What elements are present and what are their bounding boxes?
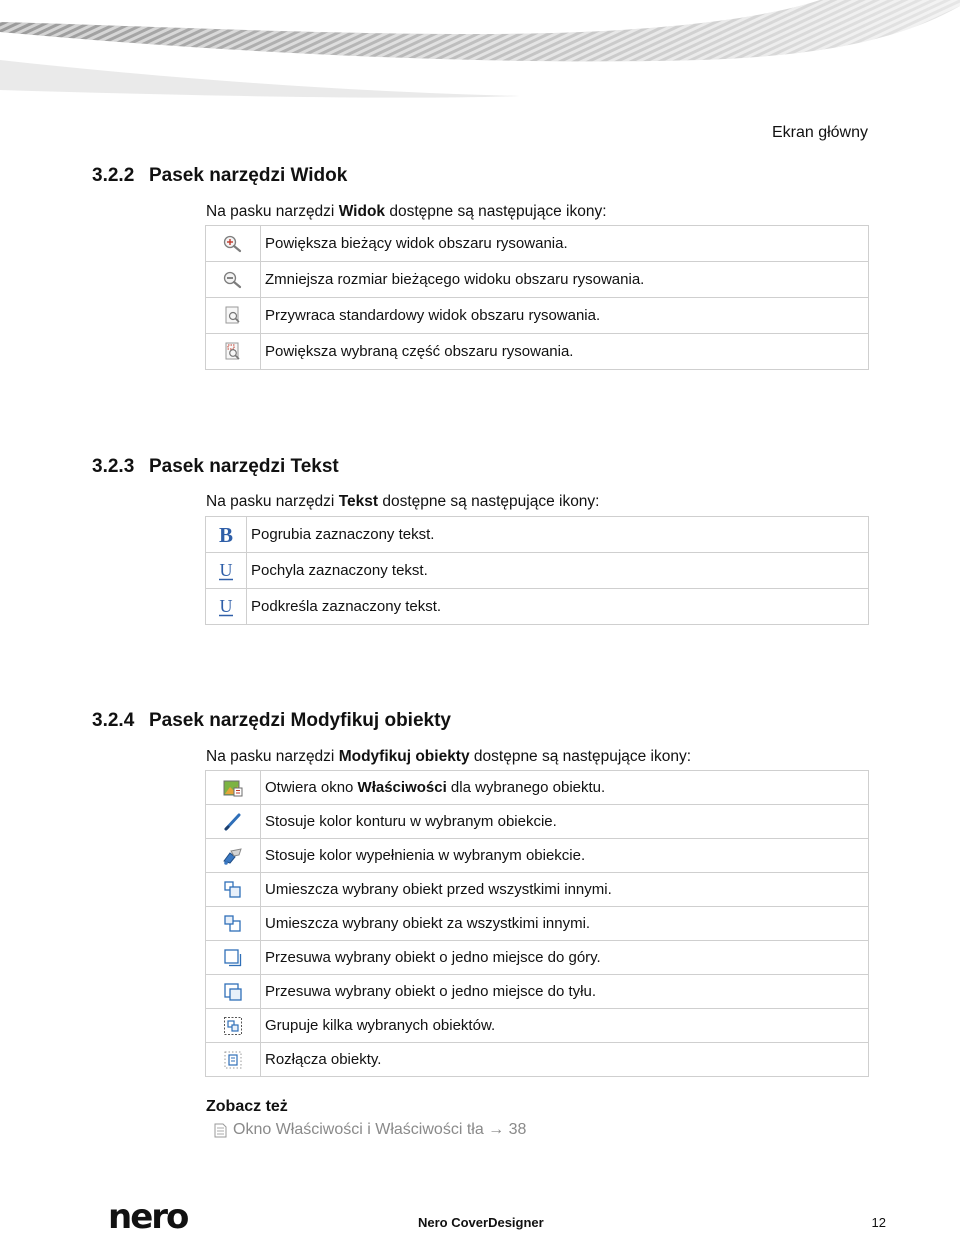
table-row xyxy=(206,907,869,941)
icon-cell xyxy=(206,589,247,625)
svg-text:U: U xyxy=(219,595,233,616)
description-cell: Rozłącza obiekty. xyxy=(261,1043,869,1077)
description-cell: Stosuje kolor wypełnienia w wybranym obiekcie. xyxy=(261,839,869,873)
description-cell: Umieszcza wybrany obiekt za wszystkimi innymi. xyxy=(261,907,869,941)
description-cell: Grupuje kilka wybranych obiektów. xyxy=(261,1009,869,1043)
header-decoration xyxy=(0,0,960,110)
section-title-view-toolbar xyxy=(92,165,347,187)
description-cell: Przesuwa wybrany obiekt o jedno miejsce do tyłu. xyxy=(261,975,869,1009)
see-also-heading: Zobacz też xyxy=(206,1098,288,1115)
section-intro xyxy=(206,493,600,511)
table-row xyxy=(206,517,869,553)
move-backward-icon xyxy=(222,981,244,1003)
italic-icon xyxy=(215,560,237,582)
ungroup-icon xyxy=(222,1049,244,1071)
text-toolbar-table xyxy=(205,516,869,625)
section-number: 3.2.3 xyxy=(92,456,135,477)
icon-cell xyxy=(206,941,261,975)
send-to-back-icon xyxy=(222,913,244,935)
section-heading: Pasek narzędzi Tekst xyxy=(149,456,339,477)
icon-cell xyxy=(206,873,261,907)
icon-cell xyxy=(206,553,247,589)
zoom-out-icon xyxy=(222,270,244,290)
description-cell: Pochyla zaznaczony tekst. xyxy=(247,553,869,589)
section-heading: Pasek narzędzi Widok xyxy=(149,165,348,186)
icon-cell xyxy=(206,907,261,941)
underline-icon xyxy=(215,596,237,618)
icon-cell xyxy=(206,839,261,873)
intro-text: Na pasku narzędzi xyxy=(206,203,339,220)
bold-icon xyxy=(215,524,237,546)
properties-icon xyxy=(222,777,244,799)
group-icon xyxy=(222,1015,244,1037)
icon-cell xyxy=(206,1043,261,1077)
icon-cell xyxy=(206,975,261,1009)
section-number: 3.2.4 xyxy=(92,710,135,731)
intro-text-end: dostępne są następujące ikony: xyxy=(469,748,692,765)
description-cell: Przesuwa wybrany obiekt o jedno miejsce do góry. xyxy=(261,941,869,975)
document-icon xyxy=(214,1123,227,1138)
table-row xyxy=(206,226,869,262)
table-row xyxy=(206,1043,869,1077)
section-number: 3.2.2 xyxy=(92,165,135,186)
zoom-selection-icon xyxy=(223,341,243,363)
svg-text:B: B xyxy=(218,523,234,546)
table-row xyxy=(206,589,869,625)
see-also-link-text[interactable]: Okno Właściwości i Właściwości tła xyxy=(233,1121,484,1138)
svg-text:nero: nero xyxy=(108,1202,188,1232)
icon-cell xyxy=(206,517,247,553)
description-cell: Powiększa bieżący widok obszaru rysowania. xyxy=(261,226,869,262)
modify-objects-toolbar-table xyxy=(205,770,869,1077)
table-row xyxy=(206,839,869,873)
table-row xyxy=(206,262,869,298)
table-row xyxy=(206,1009,869,1043)
section-title-modify-objects-toolbar xyxy=(92,710,451,732)
intro-text: Na pasku narzędzi xyxy=(206,748,339,765)
footer-page-number: 12 xyxy=(871,1215,886,1230)
zoom-in-icon xyxy=(222,234,244,254)
section-intro xyxy=(206,203,607,221)
intro-bold: Widok xyxy=(338,203,386,220)
icon-cell xyxy=(206,1009,261,1043)
section-heading: Pasek narzędzi Modyfikuj obiekty xyxy=(149,710,451,731)
see-also-arrow: → xyxy=(488,1121,505,1138)
description-text: Otwiera okno xyxy=(265,779,358,796)
section-intro xyxy=(206,748,691,766)
description-cell: Podkreśla zaznaczony tekst. xyxy=(247,589,869,625)
table-row xyxy=(206,298,869,334)
table-row xyxy=(206,873,869,907)
description-cell: Stosuje kolor konturu w wybranym obiekcie. xyxy=(261,805,869,839)
section-title-text-toolbar xyxy=(92,456,339,478)
table-row xyxy=(206,553,869,589)
table-row xyxy=(206,771,869,805)
table-row xyxy=(206,334,869,370)
icon-cell xyxy=(206,298,261,334)
running-head: Ekran główny xyxy=(771,124,868,141)
svg-text:U: U xyxy=(219,559,233,580)
description-cell: Przywraca standardowy widok obszaru rysowania. xyxy=(261,298,869,334)
description-cell xyxy=(261,771,869,805)
description-bold: Właściwości xyxy=(357,779,447,796)
fill-icon xyxy=(221,845,245,867)
intro-text-end: dostępne są następujące ikony: xyxy=(385,203,607,220)
view-toolbar-table xyxy=(205,225,869,370)
intro-text-end: dostępne są następujące ikony: xyxy=(378,493,600,510)
footer-product-name: Nero CoverDesigner xyxy=(418,1215,544,1230)
bring-to-front-icon xyxy=(222,879,244,901)
description-cell: Powiększa wybraną część obszaru rysowania. xyxy=(261,334,869,370)
description-cell: Zmniejsza rozmiar bieżącego widoku obszaru rysowania. xyxy=(261,262,869,298)
description-text-end: dla wybranego obiektu. xyxy=(446,779,606,796)
icon-cell xyxy=(206,226,261,262)
icon-cell xyxy=(206,262,261,298)
intro-bold: Modyfikuj obiekty xyxy=(338,748,470,765)
table-row xyxy=(206,941,869,975)
description-cell: Pogrubia zaznaczony tekst. xyxy=(247,517,869,553)
intro-text: Na pasku narzędzi xyxy=(206,493,339,510)
intro-bold: Tekst xyxy=(338,493,379,510)
icon-cell xyxy=(206,805,261,839)
see-also-link[interactable] xyxy=(214,1121,526,1139)
zoom-reset-icon xyxy=(223,305,243,327)
icon-cell xyxy=(206,334,261,370)
table-row xyxy=(206,805,869,839)
move-forward-icon xyxy=(222,947,244,969)
table-row xyxy=(206,975,869,1009)
pen-icon xyxy=(222,811,244,833)
icon-cell xyxy=(206,771,261,805)
see-also-page[interactable]: 38 xyxy=(508,1121,527,1138)
description-cell: Umieszcza wybrany obiekt przed wszystkimi innymi. xyxy=(261,873,869,907)
